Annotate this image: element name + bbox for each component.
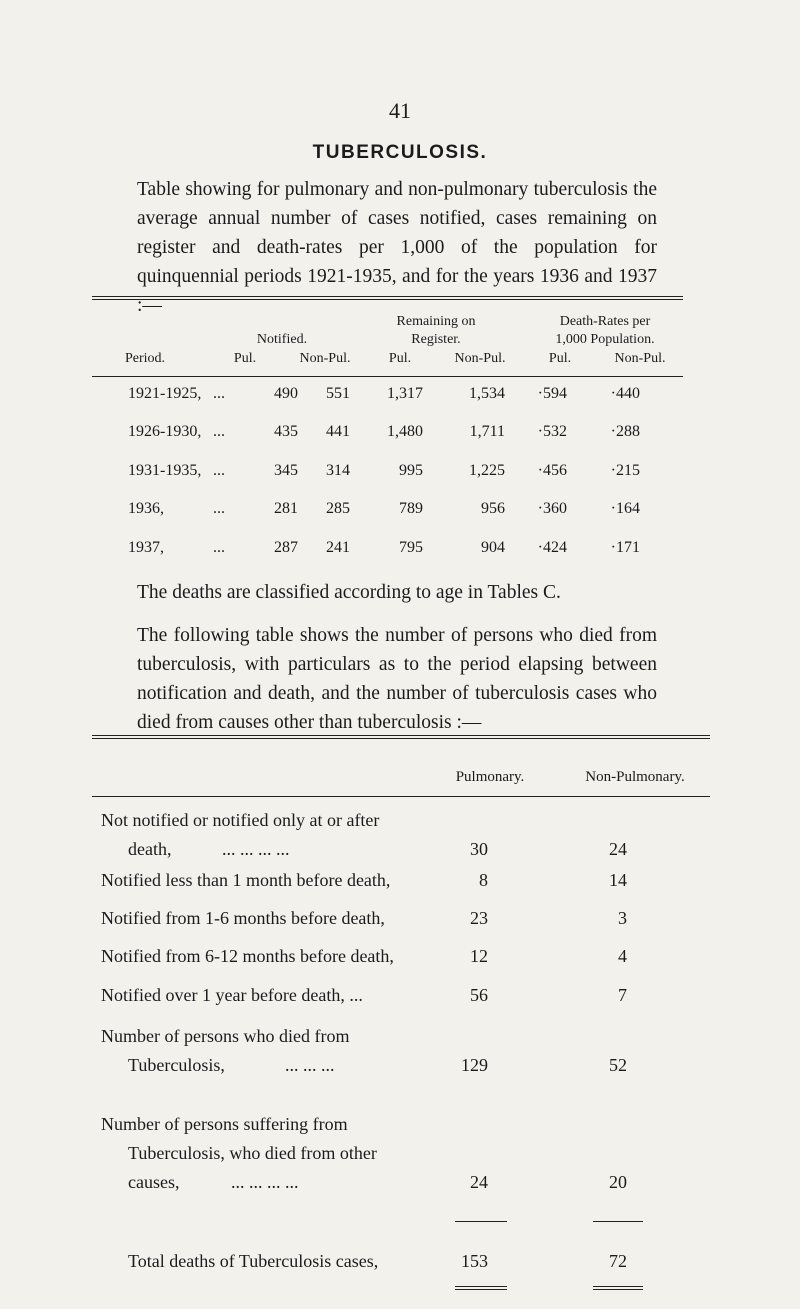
col-period: Period. xyxy=(124,351,166,366)
pulmonary-value: 8 xyxy=(479,870,488,890)
non-pulmonary-value: 20 xyxy=(609,1172,627,1192)
header-pulmonary: Pulmonary. xyxy=(455,769,525,785)
leader-dots: ... xyxy=(213,423,225,440)
value-cell: ·215 xyxy=(610,462,640,479)
table1-top-rule xyxy=(92,296,683,297)
total-double-rule-pul-1 xyxy=(455,1286,507,1287)
period-cell: 1926-1930, xyxy=(128,423,202,440)
total-double-rule-pul-2 xyxy=(455,1289,507,1290)
value-cell: 956 xyxy=(481,500,505,517)
leader-dots: ... xyxy=(213,462,225,479)
value-cell: 995 xyxy=(399,462,423,479)
row-label: Tuberculosis, who died from other xyxy=(128,1143,377,1163)
header-death-2: 1,000 Population. xyxy=(555,332,655,347)
header-notified: Notified. xyxy=(256,332,308,347)
col-register-nonpul: Non-Pul. xyxy=(454,351,506,366)
table2-header-rule xyxy=(92,796,710,797)
row-label: Number of persons who died from xyxy=(101,1026,350,1046)
value-cell: 1,317 xyxy=(387,385,423,402)
value-cell: ·594 xyxy=(537,385,567,402)
page-title: TUBERCULOSIS. xyxy=(312,142,488,163)
row-label: Notified from 1-6 months before death, xyxy=(101,908,385,928)
header-non-pulmonary: Non-Pulmonary. xyxy=(585,769,685,785)
value-cell: 795 xyxy=(399,539,423,556)
value-cell: ·164 xyxy=(610,500,640,517)
col-death-nonpul: Non-Pul. xyxy=(614,351,666,366)
total-label: Total deaths of Tuberculosis cases, xyxy=(128,1251,379,1271)
second-text: The following table shows the number of persons who died from tuberculosis, with particulars as to the period elapsing between notification and death, and the number of tuberculosis cases who died from causes other than tuberculosis :— xyxy=(137,625,657,733)
non-pulmonary-value: 4 xyxy=(618,946,627,966)
leader-dots: ... xyxy=(213,385,225,402)
note-text: The deaths are classified according to age in Tables C. xyxy=(137,582,561,603)
leader-dots: ... ... ... ... xyxy=(231,1172,299,1192)
table1-top-rule-2 xyxy=(92,299,683,300)
period-cell: 1936, xyxy=(128,500,164,517)
note-paragraph xyxy=(137,578,657,607)
value-cell: ·456 xyxy=(537,462,567,479)
value-cell: ·424 xyxy=(537,539,567,556)
value-cell: 314 xyxy=(326,462,350,479)
header-death-1: Death-Rates per xyxy=(559,314,651,329)
leader-dots: ... xyxy=(213,539,225,556)
leader-dots: ... ... ... xyxy=(285,1055,335,1075)
row-label: Not notified or notified only at or after xyxy=(101,810,380,830)
total-non-pulmonary: 72 xyxy=(609,1251,627,1271)
col-notified-nonpul: Non-Pul. xyxy=(299,351,351,366)
leader-dots: ... ... ... ... xyxy=(222,839,290,859)
pulmonary-value: 30 xyxy=(470,839,488,859)
pulmonary-value: 129 xyxy=(461,1055,488,1075)
value-cell: 789 xyxy=(399,500,423,517)
period-cell: 1937, xyxy=(128,539,164,556)
header-remaining-2: Register. xyxy=(411,332,461,347)
value-cell: 435 xyxy=(274,423,298,440)
non-pulmonary-value: 3 xyxy=(618,908,627,928)
table2-top-rule-2 xyxy=(92,738,710,739)
value-cell: 551 xyxy=(326,385,350,402)
row-label: causes, xyxy=(128,1172,180,1192)
total-double-rule-nonpul-1 xyxy=(593,1286,643,1287)
pulmonary-value: 56 xyxy=(470,985,488,1005)
value-cell: 1,711 xyxy=(469,423,505,440)
total-double-rule-nonpul-2 xyxy=(593,1289,643,1290)
value-cell: 1,534 xyxy=(469,385,505,402)
non-pulmonary-value: 52 xyxy=(609,1055,627,1075)
period-cell: 1921-1925, xyxy=(128,385,202,402)
non-pulmonary-value: 14 xyxy=(609,870,627,890)
value-cell: 285 xyxy=(326,500,350,517)
value-cell: 1,480 xyxy=(387,423,423,440)
row-label: Tuberculosis, xyxy=(128,1055,225,1075)
value-cell: ·288 xyxy=(610,423,640,440)
col-death-pul: Pul. xyxy=(548,351,572,366)
header-remaining-1: Remaining on xyxy=(396,314,476,329)
value-cell: 345 xyxy=(274,462,298,479)
table1-header-rule xyxy=(92,376,683,377)
value-cell: 281 xyxy=(274,500,298,517)
row-label: Notified over 1 year before death, ... xyxy=(101,985,363,1005)
leader-dots: ... xyxy=(213,500,225,517)
non-pulmonary-value: 7 xyxy=(618,985,627,1005)
value-cell: 1,225 xyxy=(469,462,505,479)
intro-text: Table showing for pulmonary and non-pulmonary tuberculosis the average annual number of cases notified, cases remaining on register and death-rates per 1,000 of the population for quinquennial periods 1921-1935, and for the years 1936 and 1937 :— xyxy=(137,179,657,316)
value-cell: ·440 xyxy=(610,385,640,402)
pulmonary-value: 23 xyxy=(470,908,488,928)
value-cell: 904 xyxy=(481,539,505,556)
pulmonary-value: 24 xyxy=(470,1172,488,1192)
total-pulmonary: 153 xyxy=(461,1251,488,1271)
pulmonary-value: 12 xyxy=(470,946,488,966)
col-register-pul: Pul. xyxy=(388,351,412,366)
period-cell: 1931-1935, xyxy=(128,462,202,479)
row-label: Notified from 6-12 months before death, xyxy=(101,946,394,966)
value-cell: 441 xyxy=(326,423,350,440)
value-cell: 287 xyxy=(274,539,298,556)
value-cell: 490 xyxy=(274,385,298,402)
col-notified-pul: Pul. xyxy=(233,351,257,366)
row-label: Number of persons suffering from xyxy=(101,1114,348,1134)
table2-top-rule xyxy=(92,735,710,736)
page-number: 41 xyxy=(389,98,411,123)
total-rule-nonpul xyxy=(593,1221,643,1222)
second-paragraph xyxy=(137,621,657,737)
value-cell: ·171 xyxy=(610,539,640,556)
non-pulmonary-value: 24 xyxy=(609,839,627,859)
total-rule-pul xyxy=(455,1221,507,1222)
value-cell: 241 xyxy=(326,539,350,556)
value-cell: ·360 xyxy=(537,500,567,517)
value-cell: ·532 xyxy=(537,423,567,440)
row-label: death, xyxy=(128,839,172,859)
row-label: Notified less than 1 month before death, xyxy=(101,870,391,890)
